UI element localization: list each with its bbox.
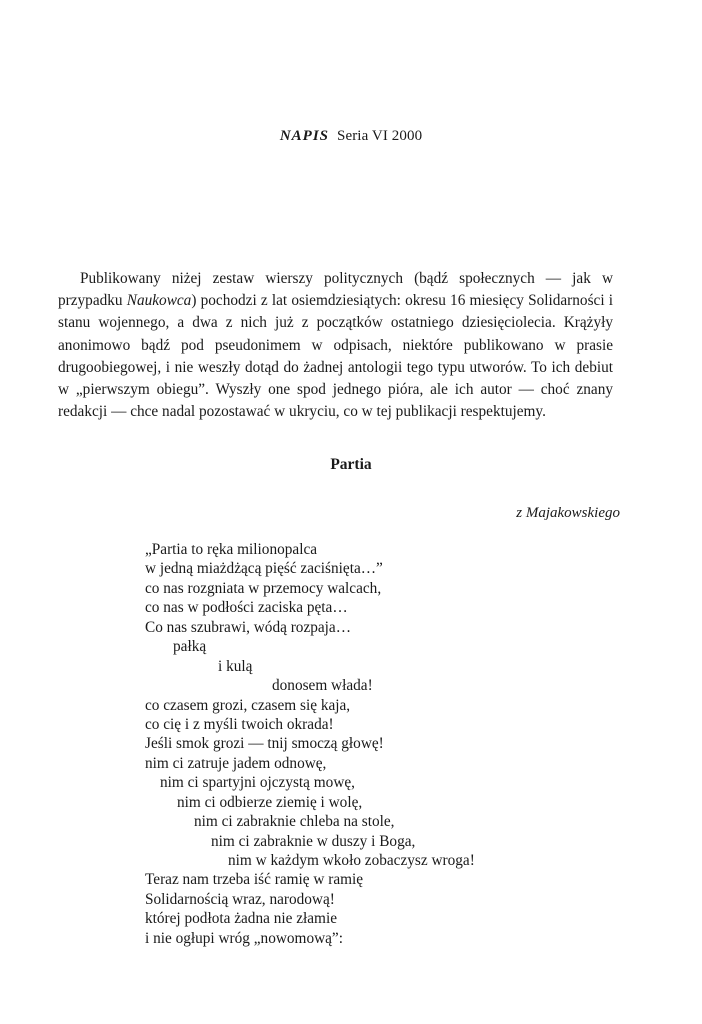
poem-line: co nas w podłości zaciska pęta… [145, 599, 348, 617]
poem-line: pałką [173, 638, 207, 656]
poem-line: której podłota żadna nie złamie [145, 910, 337, 928]
intro-text-part-2: ) pochodzi z lat osiemdziesiątych: okresu 16 miesięcy Solidarności i stanu wojennego, a dwa z nich już z początków ostatniego dziesięciolecia. Krążyły anonimowo bądź pod pseudonimem w odpisach, niektóre publikowano w prasie drugoobiegowej, i nie weszły dotąd do żadnej antologii tego typu utworów. To ich debiut w „pierwszym obiegu”. Wyszły one spod jednego pióra, ale ich autor — choć znany redakcji — chce nadal pozostawać w ukryciu, co w tej publikacji respektujemy. [58, 292, 613, 421]
intro-italic-title: Naukowca [126, 292, 192, 310]
poem-line: Jeśli smok grozi — tnij smoczą głowę! [145, 735, 384, 753]
poem-body [0, 540, 702, 948]
poem-line: nim ci zabraknie chleba na stole, [194, 813, 395, 831]
poem-line: w jedną miażdżącą pięść zaciśnięta…” [145, 560, 383, 578]
poem-line: i nie ogłupi wróg „nowomową”: [145, 929, 343, 947]
page-header [0, 128, 702, 145]
poem-line: co nas rozgniata w przemocy walcach, [145, 579, 382, 597]
poem-line: Teraz nam trzeba iść ramię w ramię [145, 871, 364, 889]
poem-line: Solidarnością wraz, narodową! [145, 890, 335, 908]
intro-text-part-1: Publikowany niżej zestaw wierszy politycznych (bądź społecznych — jak w przypadku [58, 270, 613, 310]
poem-line: Co nas szubrawi, wódą rozpaja… [145, 618, 352, 636]
poem-line: nim ci spartyjni ojczystą mowę, [160, 774, 355, 792]
poem-line: co czasem grozi, czasem się kaja, [145, 696, 351, 714]
poem-line: i kulą [218, 657, 253, 675]
poem-line: donosem włada! [272, 677, 373, 695]
intro-paragraph [58, 268, 613, 423]
poem-line: nim ci zabraknie w duszy i Boga, [211, 832, 416, 850]
poem-line: „Partia to ręka milionopalca [145, 541, 318, 558]
series-label: Seria VI 2000 [337, 128, 423, 144]
poem-line: co cię i z myśli twoich okrada! [145, 715, 334, 733]
poem-line: nim ci zatruje jadem odnowę, [145, 754, 327, 772]
poem-dedication: z Majakowskiego [516, 505, 620, 521]
poem-title: Partia [330, 456, 372, 473]
poem-line: nim ci odbierze ziemię i wolę, [177, 793, 363, 811]
poem-line: nim w każdym wkoło zobaczysz wroga! [228, 852, 475, 869]
napis-logo: NAPIS [279, 128, 329, 144]
